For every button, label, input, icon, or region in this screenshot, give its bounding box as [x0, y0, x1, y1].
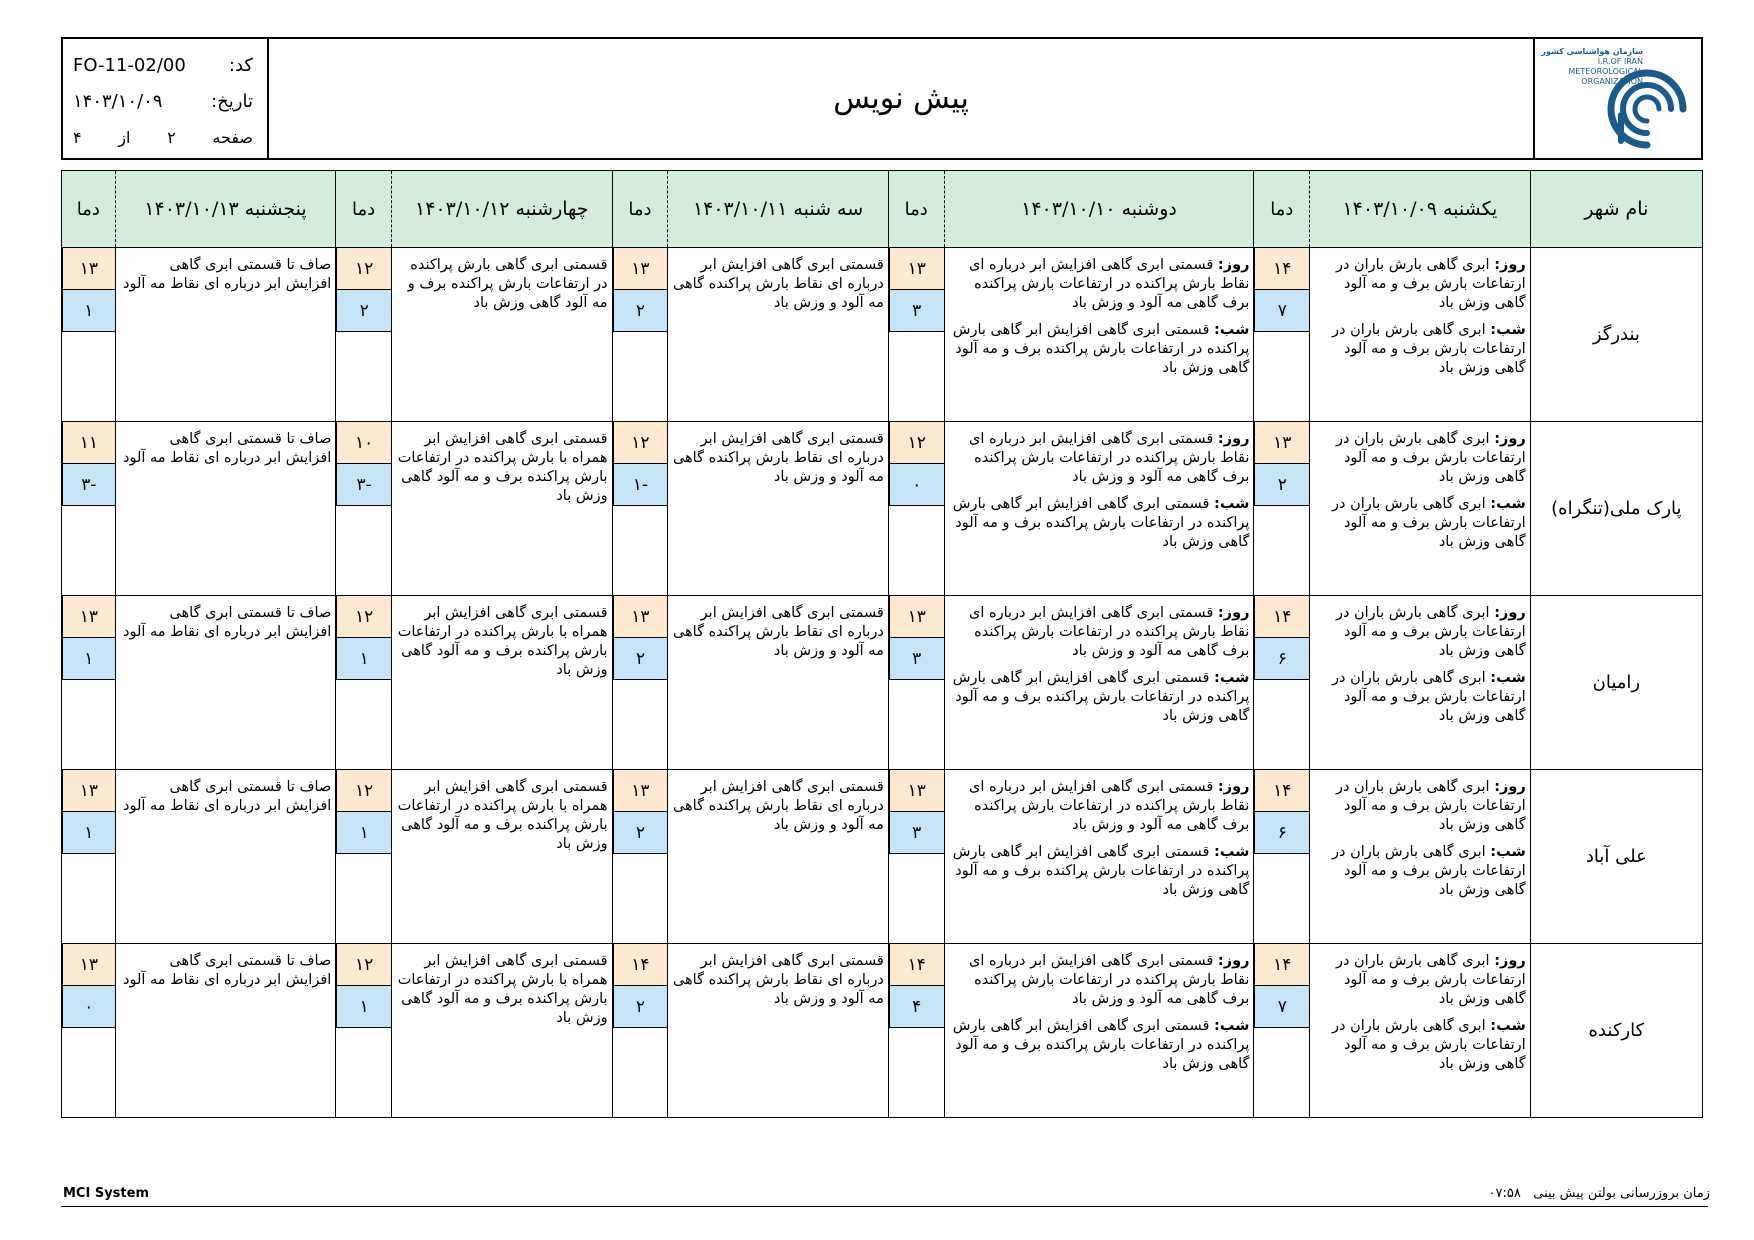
page-total: ۴: [73, 127, 82, 147]
max-temp: ۱۳: [613, 596, 668, 638]
logo-cell: [1533, 39, 1701, 158]
day-forecast-text: ابری گاهی بارش باران در ارتفاعات بارش برف و مه آلود گاهی وزش باد: [1335, 431, 1526, 485]
min-temp: ۶: [1254, 638, 1309, 680]
night-forecast-label: شب:: [1214, 322, 1250, 338]
night-forecast-label: شب:: [1214, 670, 1250, 686]
logo-text-en-3: ORGANIZATION: [1581, 77, 1643, 86]
date-label: تاریخ:: [211, 90, 253, 112]
day-3-forecast: [668, 596, 889, 770]
night-forecast: [949, 495, 1250, 552]
day-forecast: [949, 430, 1250, 487]
day-header-5: پنجشنبه ۱۴۰۳/۱۰/۱۳: [115, 171, 336, 248]
day-forecast-text: قسمتی ابری گاهی افزایش ابر درباره ای نقاط بارش پراکنده در ارتفاعات بارش پراکنده برف گاهی مه آلود و وزش باد: [969, 953, 1250, 1007]
day-5-temps: [62, 944, 116, 1118]
day-forecast-label: روز:: [1494, 953, 1526, 969]
day-forecast: [1314, 952, 1526, 1009]
day-1-forecast: [1310, 248, 1531, 422]
night-forecast: [949, 1017, 1250, 1074]
day-forecast-label: روز:: [1494, 605, 1526, 621]
forecast-text: قسمتی ابری گاهی افزایش ابر درباره ای نقاط بارش پراکنده گاهی مه آلود و وزش باد: [672, 953, 884, 1007]
min-temp: ۲: [613, 290, 668, 332]
night-forecast-label: شب:: [1490, 844, 1526, 860]
max-temp: ۱۴: [1254, 248, 1309, 290]
min-temp: ۲: [613, 812, 668, 854]
day-2-temps: [888, 422, 944, 596]
day-2-temps: [888, 770, 944, 944]
day-3-temps: [612, 944, 668, 1118]
day-header-2: دوشنبه ۱۴۰۳/۱۰/۱۰: [944, 171, 1254, 248]
page-row: [73, 119, 253, 155]
min-temp: ۳: [889, 812, 944, 854]
max-temp: ۱۴: [1254, 770, 1309, 812]
city-name: رامیان: [1530, 596, 1702, 770]
night-forecast: [949, 669, 1250, 726]
max-temp: ۱۲: [336, 770, 391, 812]
meteorological-organization-logo-icon: [1607, 45, 1687, 155]
day-2-temps: [888, 248, 944, 422]
footer-update-value: ۰۷:۵۸: [1488, 1186, 1521, 1201]
night-forecast-label: شب:: [1214, 1018, 1250, 1034]
day-5-temps: [62, 422, 116, 596]
min-temp: ۱: [336, 638, 391, 680]
day-forecast: [1314, 604, 1526, 661]
day-forecast-label: روز:: [1494, 257, 1526, 273]
night-forecast-text: قسمتی ابری گاهی افزایش ابر گاهی بارش پراکنده در ارتفاعات بارش پراکنده برف و مه آلود گاهی وزش باد: [952, 496, 1250, 550]
footer-divider: [61, 1206, 1708, 1207]
day-forecast: [949, 778, 1250, 835]
document-info: [63, 39, 269, 158]
forecast-text: قسمتی ابری گاهی افزایش ابر درباره ای نقاط بارش پراکنده گاهی مه آلود و وزش باد: [672, 605, 884, 659]
night-forecast: [949, 843, 1250, 900]
day-forecast-label: روز:: [1494, 431, 1526, 447]
max-temp: ۱۳: [613, 248, 668, 290]
min-temp: -۱: [613, 464, 668, 506]
max-temp: ۱۲: [889, 422, 944, 464]
max-temp: ۱۴: [613, 944, 668, 986]
max-temp: ۱۳: [62, 770, 115, 812]
day-1-temps: [1254, 596, 1310, 770]
day-2-forecast: [944, 422, 1254, 596]
forecast-table-body: [62, 248, 1703, 1118]
forecast-text: قسمتی ابری گاهی افزایش ابر درباره ای نقاط بارش پراکنده گاهی مه آلود و وزش باد: [672, 779, 884, 833]
city-name: بندرگز: [1530, 248, 1702, 422]
footer-update-time: [1489, 1186, 1710, 1201]
day-3-temps: [612, 422, 668, 596]
max-temp: ۱۲: [336, 944, 391, 986]
day-1-temps: [1254, 422, 1310, 596]
table-row: [62, 944, 1703, 1118]
max-temp: ۱۳: [889, 770, 944, 812]
min-temp: ۲: [1254, 464, 1309, 506]
min-temp: ۳: [889, 290, 944, 332]
day-5-temps: [62, 770, 116, 944]
day-header-1: یکشنبه ۱۴۰۳/۱۰/۰۹: [1310, 171, 1531, 248]
page-of: از: [118, 127, 131, 147]
forecast-text: صاف تا قسمتی ابری گاهی افزایش ابر درباره ای نقاط مه آلود: [123, 953, 332, 988]
min-temp: ۲: [613, 986, 668, 1028]
day-3-forecast: [668, 770, 889, 944]
code-value: FO-11-02/00: [73, 54, 186, 76]
day-3-temps: [612, 248, 668, 422]
min-temp: ۷: [1254, 290, 1309, 332]
max-temp: ۱۰: [336, 422, 391, 464]
min-temp: ۱: [62, 638, 115, 680]
night-forecast-label: شب:: [1490, 496, 1526, 512]
max-temp: ۱۴: [1254, 944, 1309, 986]
day-forecast: [949, 604, 1250, 661]
day-header-3: سه شنبه ۱۴۰۳/۱۰/۱۱: [668, 171, 889, 248]
day-5-forecast: [115, 596, 336, 770]
table-row: [62, 422, 1703, 596]
temp-header-2: دما: [888, 171, 944, 248]
max-temp: ۱۴: [1254, 596, 1309, 638]
logo-text-en-1: I.R.OF IRAN: [1597, 57, 1643, 66]
temp-header-5: دما: [62, 171, 116, 248]
night-forecast-text: ابری گاهی بارش باران در ارتفاعات بارش برف و مه آلود گاهی وزش باد: [1332, 1018, 1526, 1072]
min-temp: ۲: [336, 290, 391, 332]
night-forecast: [1314, 1017, 1526, 1074]
min-temp: -۳: [336, 464, 391, 506]
code-label: کد:: [228, 54, 253, 76]
city-name: علی آباد: [1530, 770, 1702, 944]
day-1-forecast: [1310, 944, 1531, 1118]
max-temp: ۱۲: [336, 596, 391, 638]
day-2-temps: [888, 596, 944, 770]
min-temp: ۰: [62, 986, 115, 1028]
night-forecast-text: ابری گاهی بارش باران در ارتفاعات بارش برف و مه آلود گاهی وزش باد: [1332, 670, 1526, 724]
day-forecast: [1314, 778, 1526, 835]
night-forecast: [949, 321, 1250, 378]
day-forecast-text: قسمتی ابری گاهی افزایش ابر درباره ای نقاط بارش پراکنده در ارتفاعات بارش پراکنده برف گاهی مه آلود و وزش باد: [969, 257, 1250, 311]
day-forecast-text: ابری گاهی بارش باران در ارتفاعات بارش برف و مه آلود گاهی وزش باد: [1335, 953, 1526, 1007]
min-temp: ۲: [613, 638, 668, 680]
day-forecast-label: روز:: [1217, 953, 1250, 969]
day-4-forecast: [391, 596, 612, 770]
table-row: [62, 596, 1703, 770]
temp-header-1: دما: [1254, 171, 1310, 248]
day-1-forecast: [1310, 770, 1531, 944]
forecast-table: [61, 170, 1703, 1118]
day-3-forecast: [668, 248, 889, 422]
min-temp: ۱: [62, 812, 115, 854]
day-5-temps: [62, 248, 116, 422]
min-temp: ۰: [889, 464, 944, 506]
page-number: ۲: [167, 127, 176, 147]
min-temp: -۳: [62, 464, 115, 506]
night-forecast: [1314, 843, 1526, 900]
city-header: نام شهر: [1530, 171, 1702, 248]
temp-header-4: دما: [336, 171, 392, 248]
day-4-temps: [336, 944, 392, 1118]
night-forecast: [1314, 495, 1526, 552]
code-row: [73, 47, 253, 83]
logo-text-en-2: METEOROLOGICAL: [1568, 67, 1643, 76]
day-2-forecast: [944, 596, 1254, 770]
day-4-temps: [336, 422, 392, 596]
day-forecast-text: ابری گاهی بارش باران در ارتفاعات بارش برف و مه آلود گاهی وزش باد: [1335, 605, 1526, 659]
day-2-temps: [888, 944, 944, 1118]
max-temp: ۱۳: [613, 770, 668, 812]
max-temp: ۱۲: [336, 248, 391, 290]
day-3-temps: [612, 770, 668, 944]
day-forecast-text: قسمتی ابری گاهی افزایش ابر درباره ای نقاط بارش پراکنده در ارتفاعات بارش پراکنده برف گاهی مه آلود و وزش باد: [969, 605, 1250, 659]
footer-system-name: MCI System: [63, 1186, 149, 1201]
table-row: [62, 248, 1703, 422]
min-temp: ۱: [336, 812, 391, 854]
day-1-temps: [1254, 770, 1310, 944]
night-forecast-label: شب:: [1490, 1018, 1526, 1034]
forecast-text: قسمتی ابری گاهی افزایش ابر همراه با بارش پراکنده در ارتفاعات بارش پراکنده برف و مه آلود گاهی وزش باد: [397, 431, 608, 504]
max-temp: ۱۳: [62, 596, 115, 638]
date-row: [73, 83, 253, 119]
night-forecast: [1314, 321, 1526, 378]
day-forecast-label: روز:: [1217, 605, 1250, 621]
forecast-text: قسمتی ابری گاهی افزایش ابر همراه با بارش پراکنده در ارتفاعات بارش پراکنده برف و مه آلود گاهی وزش باد: [397, 779, 608, 852]
date-value: ۱۴۰۳/۱۰/۰۹: [73, 90, 163, 112]
max-temp: ۱۳: [889, 248, 944, 290]
day-3-forecast: [668, 422, 889, 596]
day-1-temps: [1254, 248, 1310, 422]
max-temp: ۱۳: [1254, 422, 1309, 464]
max-temp: ۱۴: [889, 944, 944, 986]
day-5-forecast: [115, 770, 336, 944]
city-name: پارک ملی(تنگراه): [1530, 422, 1702, 596]
day-header-4: چهارشنبه ۱۴۰۳/۱۰/۱۲: [391, 171, 612, 248]
day-4-forecast: [391, 422, 612, 596]
night-forecast-text: قسمتی ابری گاهی افزایش ابر گاهی بارش پراکنده در ارتفاعات بارش پراکنده برف و مه آلود گاهی وزش باد: [952, 670, 1250, 724]
logo-text-fa: سازمان هواشناسی کشور: [1541, 47, 1643, 56]
max-temp: ۱۱: [62, 422, 115, 464]
min-temp: ۶: [1254, 812, 1309, 854]
night-forecast-text: قسمتی ابری گاهی افزایش ابر گاهی بارش پراکنده در ارتفاعات بارش پراکنده برف و مه آلود گاهی وزش باد: [952, 844, 1250, 898]
max-temp: ۱۲: [613, 422, 668, 464]
day-forecast-label: روز:: [1217, 257, 1250, 273]
night-forecast-label: شب:: [1490, 322, 1526, 338]
day-2-forecast: [944, 248, 1254, 422]
max-temp: ۱۳: [889, 596, 944, 638]
day-1-temps: [1254, 944, 1310, 1118]
day-2-forecast: [944, 944, 1254, 1118]
day-4-temps: [336, 770, 392, 944]
day-forecast-label: روز:: [1217, 431, 1250, 447]
night-forecast-label: شب:: [1490, 670, 1526, 686]
day-forecast-text: قسمتی ابری گاهی افزایش ابر درباره ای نقاط بارش پراکنده در ارتفاعات بارش پراکنده برف گاهی مه آلود و وزش باد: [969, 779, 1250, 833]
day-5-forecast: [115, 248, 336, 422]
max-temp: ۱۳: [62, 248, 115, 290]
night-forecast-text: ابری گاهی بارش باران در ارتفاعات بارش برف و مه آلود گاهی وزش باد: [1332, 322, 1526, 376]
min-temp: ۱: [62, 290, 115, 332]
day-5-temps: [62, 596, 116, 770]
min-temp: ۴: [889, 986, 944, 1028]
day-forecast-text: ابری گاهی بارش باران در ارتفاعات بارش برف و مه آلود گاهی وزش باد: [1335, 257, 1526, 311]
day-4-forecast: [391, 248, 612, 422]
day-forecast: [949, 952, 1250, 1009]
day-4-forecast: [391, 944, 612, 1118]
day-5-forecast: [115, 944, 336, 1118]
day-forecast: [1314, 256, 1526, 313]
forecast-text: صاف تا قسمتی ابری گاهی افزایش ابر درباره ای نقاط مه آلود: [123, 779, 332, 814]
day-forecast-text: ابری گاهی بارش باران در ارتفاعات بارش برف و مه آلود گاهی وزش باد: [1335, 779, 1526, 833]
night-forecast: [1314, 669, 1526, 726]
day-forecast-text: قسمتی ابری گاهی افزایش ابر درباره ای نقاط بارش پراکنده در ارتفاعات بارش پراکنده برف گاهی مه آلود و وزش باد: [969, 431, 1250, 485]
forecast-text: صاف تا قسمتی ابری گاهی افزایش ابر درباره ای نقاط مه آلود: [123, 257, 332, 292]
forecast-text: قسمتی ابری گاهی افزایش ابر همراه با بارش پراکنده در ارتفاعات بارش پراکنده برف و مه آلود گاهی وزش باد: [397, 953, 608, 1026]
day-forecast-label: روز:: [1217, 779, 1250, 795]
night-forecast-label: شب:: [1214, 496, 1250, 512]
night-forecast-text: ابری گاهی بارش باران در ارتفاعات بارش برف و مه آلود گاهی وزش باد: [1332, 844, 1526, 898]
city-name: کارکنده: [1530, 944, 1702, 1118]
day-1-forecast: [1310, 422, 1531, 596]
day-1-forecast: [1310, 596, 1531, 770]
min-temp: ۳: [889, 638, 944, 680]
night-forecast-text: ابری گاهی بارش باران در ارتفاعات بارش برف و مه آلود گاهی وزش باد: [1332, 496, 1526, 550]
forecast-text: صاف تا قسمتی ابری گاهی افزایش ابر درباره ای نقاط مه آلود: [123, 605, 332, 640]
forecast-text: قسمتی ابری گاهی افزایش ابر همراه با بارش پراکنده در ارتفاعات بارش پراکنده برف و مه آلود گاهی وزش باد: [397, 605, 608, 678]
night-forecast-text: قسمتی ابری گاهی افزایش ابر گاهی بارش پراکنده در ارتفاعات بارش پراکنده برف و مه آلود گاهی وزش باد: [952, 1018, 1250, 1072]
forecast-text: قسمتی ابری گاهی بارش پراکنده در ارتفاعات بارش پراکنده برف و مه آلود گاهی وزش باد: [407, 257, 608, 311]
day-3-temps: [612, 596, 668, 770]
table-row: [62, 770, 1703, 944]
day-forecast: [1314, 430, 1526, 487]
forecast-text: قسمتی ابری گاهی افزایش ابر درباره ای نقاط بارش پراکنده گاهی مه آلود و وزش باد: [672, 257, 884, 311]
day-4-forecast: [391, 770, 612, 944]
day-5-forecast: [115, 422, 336, 596]
day-3-forecast: [668, 944, 889, 1118]
document-header: [61, 37, 1703, 160]
day-4-temps: [336, 596, 392, 770]
min-temp: ۱: [336, 986, 391, 1028]
footer-update-label: زمان بروزرسانی بولتن پیش بینی: [1533, 1186, 1710, 1201]
forecast-text: قسمتی ابری گاهی افزایش ابر درباره ای نقاط بارش پراکنده گاهی مه آلود و وزش باد: [672, 431, 884, 485]
max-temp: ۱۳: [62, 944, 115, 986]
day-forecast: [949, 256, 1250, 313]
temp-header-3: دما: [612, 171, 668, 248]
day-2-forecast: [944, 770, 1254, 944]
day-forecast-label: روز:: [1494, 779, 1526, 795]
min-temp: ۷: [1254, 986, 1309, 1028]
forecast-text: صاف تا قسمتی ابری گاهی افزایش ابر درباره ای نقاط مه آلود: [123, 431, 332, 466]
day-4-temps: [336, 248, 392, 422]
table-header-row: [62, 171, 1703, 248]
page-title: پیش نویس: [833, 81, 969, 116]
night-forecast-label: شب:: [1214, 844, 1250, 860]
page-label: صفحه: [212, 127, 253, 147]
night-forecast-text: قسمتی ابری گاهی افزایش ابر گاهی بارش پراکنده در ارتفاعات بارش پراکنده برف و مه آلود گاهی وزش باد: [952, 322, 1250, 376]
